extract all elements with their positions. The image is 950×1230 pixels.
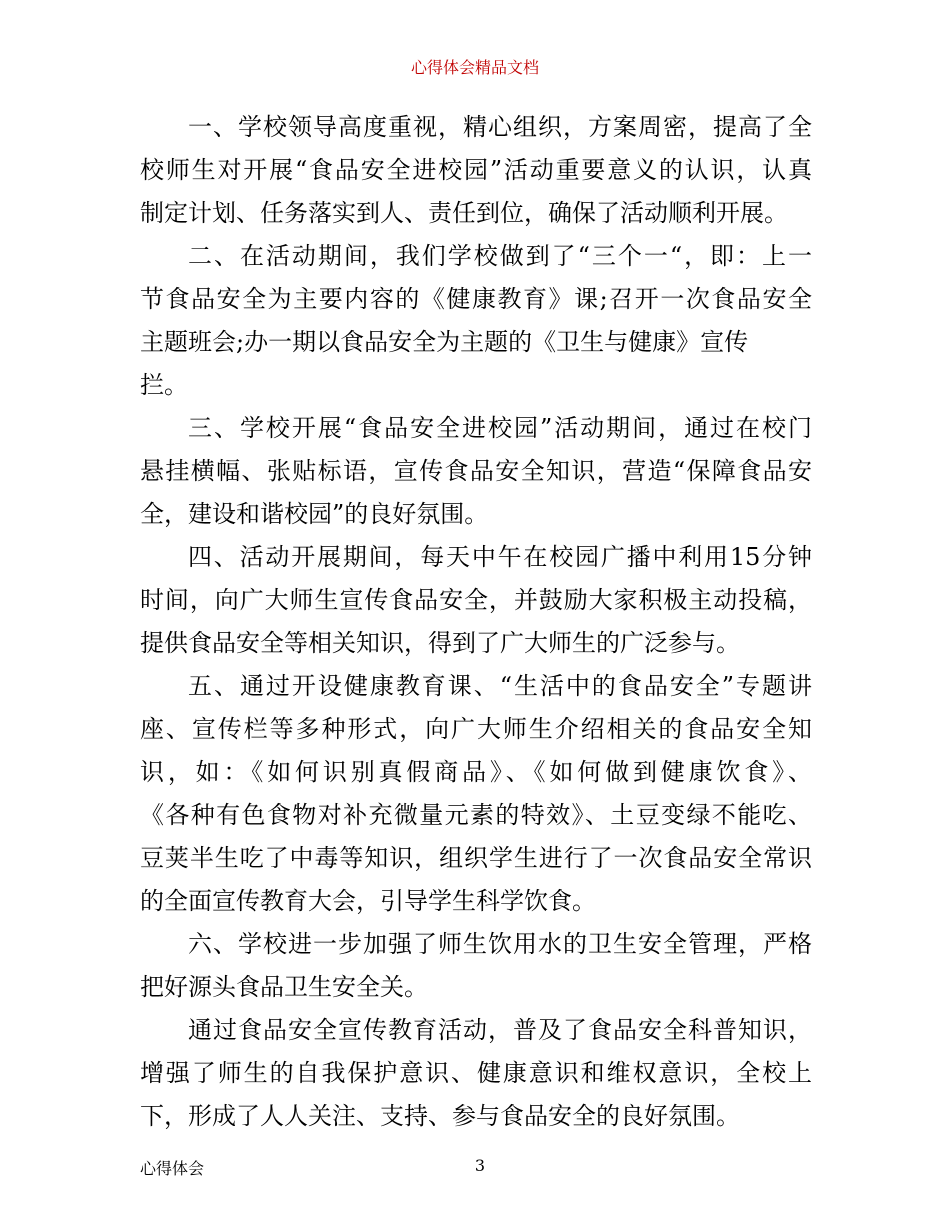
paragraph-line: 制定计划、任务落实到人、责任到位，确保了活动顺利开展。 bbox=[140, 199, 788, 227]
paragraph-1 bbox=[140, 106, 812, 235]
paragraph-line: 识，如：《如何识别真假商品》、《如何做到健康饮食》、 bbox=[140, 758, 812, 786]
paragraph-line: 时间，向广大师生宣传食品安全，并鼓励大家积极主动投稿， bbox=[140, 586, 812, 614]
paragraph-4 bbox=[140, 536, 812, 665]
paragraph-line: 座、宣传栏等多种形式，向广大师生介绍相关的食品安全知 bbox=[140, 715, 812, 743]
paragraph-6 bbox=[140, 923, 812, 1009]
paragraph-line: 把好源头食品卫生安全关。 bbox=[140, 973, 428, 1001]
paragraph-line: 提供食品安全等相关知识，得到了广大师生的广泛参与。 bbox=[140, 629, 740, 657]
header-title: 心得体会精品文档 bbox=[410, 58, 539, 77]
paragraph-line: 主题班会;办一期以食品安全为主题的《卫生与健康》宣传 bbox=[140, 328, 749, 356]
paragraph-line: 《各种有色食物对补充微量元素的特效》、土豆变绿不能吃、 bbox=[140, 801, 812, 829]
paragraph-7 bbox=[140, 1009, 812, 1138]
footer-label: 心得体会 bbox=[140, 1159, 205, 1178]
page-number: 3 bbox=[474, 1156, 486, 1175]
paragraph-3 bbox=[140, 407, 812, 536]
paragraph-line: 下，形成了人人关注、支持、参与食品安全的良好氛围。 bbox=[140, 1102, 740, 1130]
document-body bbox=[140, 106, 812, 1138]
paragraph-line: 二、在活动期间，我们学校做到了“三个一“，即：上一 bbox=[188, 242, 812, 270]
paragraph-line: 悬挂横幅、张贴标语，宣传食品安全知识，营造“保障食品安 bbox=[140, 457, 812, 485]
paragraph-line: 校师生对开展“食品安全进校园”活动重要意义的认识，认真 bbox=[140, 156, 812, 184]
paragraph-line: 的全面宣传教育大会，引导学生科学饮食。 bbox=[140, 887, 596, 915]
paragraph-line: 四、活动开展期间，每天中午在校园广播中利用15分钟 bbox=[188, 543, 812, 571]
paragraph-line: 拦。 bbox=[140, 371, 188, 399]
paragraph-line: 通过食品安全宣传教育活动，普及了食品安全科普知识， bbox=[188, 1016, 812, 1044]
paragraph-line: 三、学校开展“食品安全进校园”活动期间，通过在校门 bbox=[188, 414, 812, 442]
paragraph-line: 增强了师生的自我保护意识、健康意识和维权意识，全校上 bbox=[140, 1059, 812, 1087]
paragraph-line: 五、通过开设健康教育课、“生活中的食品安全”专题讲 bbox=[188, 672, 812, 700]
paragraph-line: 节食品安全为主要内容的《健康教育》课;召开一次食品安全 bbox=[140, 285, 812, 313]
paragraph-5 bbox=[140, 665, 812, 923]
paragraph-line: 全，建设和谐校园”的良好氛围。 bbox=[140, 500, 489, 528]
paragraph-2 bbox=[140, 235, 812, 407]
paragraph-line: 豆荚半生吃了中毒等知识，组织学生进行了一次食品安全常识 bbox=[140, 844, 812, 872]
paragraph-line: 六、学校进一步加强了师生饮用水的卫生安全管理，严格 bbox=[188, 930, 812, 958]
paragraph-line: 一、学校领导高度重视，精心组织，方案周密，提高了全 bbox=[188, 113, 812, 141]
